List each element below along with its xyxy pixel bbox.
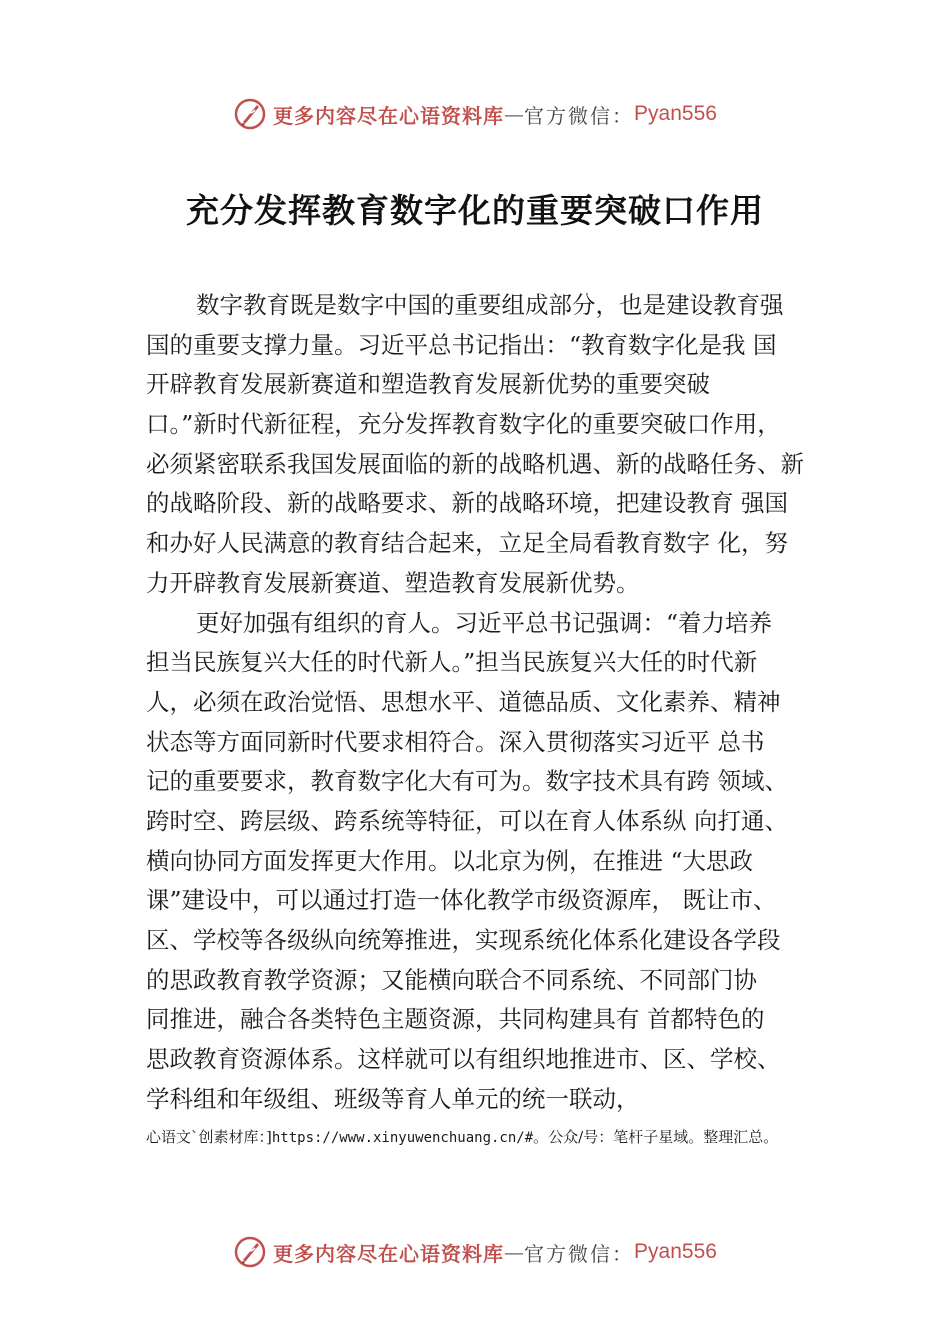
paragraph-line: 记的重要要求，教育数字化大有可为。数字技术具有跨 领域、 <box>146 767 788 796</box>
banner-wechat-label: 官方微信： <box>524 103 635 128</box>
header-banner <box>0 94 950 134</box>
banner-brand-text: 更多内容尽在心语资料库 <box>273 103 505 128</box>
paragraph-line: 思政教育资源体系。这样就可以有组织地推进市、区、学校、 <box>146 1045 781 1074</box>
footnote-suffix: 。公众/号：笔杆子星域。整理汇总。 <box>533 1128 779 1146</box>
paragraph-line: 更好加强有组织的育人。习近平总书记强调：“着力培养 <box>196 608 773 637</box>
paragraph-line: 口。”新时代新征程，充分发挥教育数字化的重要突破口作用， <box>146 410 781 439</box>
paragraph-line: 开辟教育发展新赛道和塑造教育发展新优势的重要突破 <box>146 370 710 399</box>
document-title: 充分发挥教育数字化的重要突破口作用 <box>186 191 764 230</box>
footnote-url-link[interactable]: https://www.xinyuwenchuang.cn/# <box>271 1130 534 1146</box>
paragraph-line: 跨时空、跨层级、跨系统等特征，可以在育人体系纵 向打通、 <box>146 806 788 835</box>
paragraph-line: 必须紧密联系我国发展面临的新的战略机遇、新的战略任务、新 <box>146 449 804 478</box>
paragraph-line: 的战略阶段、新的战略要求、新的战略环境，把建设教育 强国 <box>146 489 788 518</box>
paragraph-line: 同推进，融合各类特色主题资源，共同构建具有 首都特色的 <box>146 1005 765 1034</box>
quill-pen-logo-icon <box>233 97 267 131</box>
footer-banner <box>0 1232 950 1272</box>
quill-pen-logo-icon <box>233 1235 267 1269</box>
paragraph-line: 力开辟教育发展新赛道、塑造教育发展新优势。 <box>146 568 640 597</box>
footnote-prefix: 心语文`创素材库：] <box>146 1128 272 1146</box>
paragraph-line: 数字教育既是数字中国的重要组成部分，也是建设教育强 <box>196 291 784 319</box>
paragraph-line: 横向协同方面发挥更大作用。以北京为例，在推进 “大思政 <box>146 846 753 875</box>
banner-wechat-id: Pyan556 <box>634 1240 717 1263</box>
source-footnote <box>146 1126 866 1147</box>
paragraph-2 <box>146 604 836 1120</box>
paragraph-line: 人，必须在政治觉悟、思想水平、道德品质、文化素养、精神 <box>146 687 781 716</box>
banner-separator: — <box>504 102 525 126</box>
paragraph-line: 的思政教育教学资源；又能横向联合不同系统、不同部门协 <box>146 965 757 994</box>
paragraph-1 <box>146 286 836 604</box>
banner-wechat-label: 官方微信： <box>524 1241 635 1266</box>
paragraph-line: 担当民族复兴大任的时代新人。”担当民族复兴大任的时代新 <box>146 648 758 677</box>
paragraph-line: 国的重要支撑力量。习近平总书记指出：“教育数字化是我 国 <box>146 330 777 359</box>
banner-separator: — <box>504 1240 525 1264</box>
paragraph-line: 状态等方面同新时代要求相符合。深入贯彻落实习近平 总书 <box>146 727 765 756</box>
paragraph-line: 学科组和年级组、班级等育人单元的统一联动， <box>146 1084 640 1113</box>
paragraph-line: 和办好人民满意的教育结合起来，立足全局看教育数字 化，努 <box>146 529 788 558</box>
banner-brand-text: 更多内容尽在心语资料库 <box>273 1241 505 1266</box>
paragraph-line: 课”建设中，可以通过打造一体化教学市级资源库， 既让市、 <box>146 886 777 915</box>
banner-wechat-id: Pyan556 <box>634 102 717 125</box>
paragraph-line: 区、学校等各级纵向统筹推进，实现系统化体系化建设各学段 <box>146 926 781 954</box>
document-body <box>146 286 836 1119</box>
